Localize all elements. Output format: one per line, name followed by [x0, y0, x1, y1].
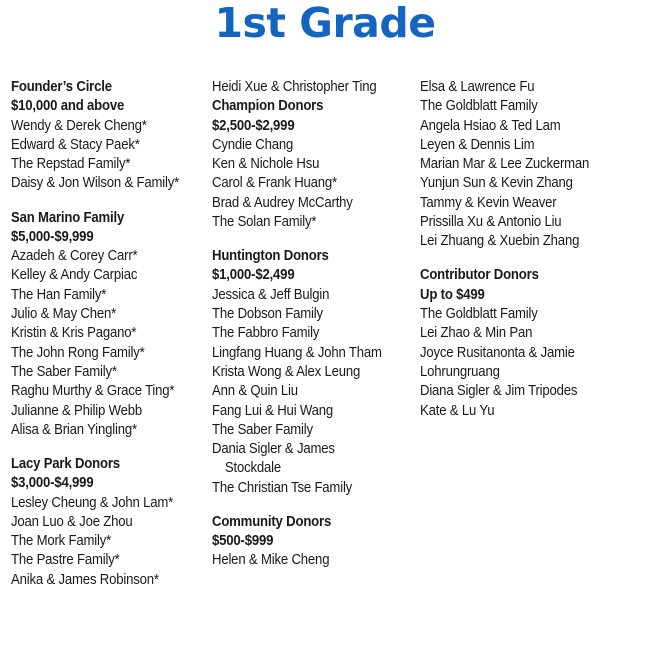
donor-name: Lesley Cheung & John Lam*	[11, 494, 174, 511]
donor-name: Carol & Frank Huang*	[212, 175, 337, 192]
donor-section	[420, 78, 589, 252]
donor-name: Elsa & Lawrence Fu	[420, 79, 535, 95]
donor-section	[212, 513, 382, 571]
donor-section	[212, 78, 382, 97]
donor-name: Lei Zhuang & Xuebin Zhang	[420, 233, 580, 250]
donor-name: The Goldblatt Family	[420, 306, 538, 323]
donor-name: Alisa & Brian Yingling*	[11, 421, 137, 438]
donor-name: The Repstad Family*	[11, 156, 131, 173]
donor-name: Julianne & Philip Webb	[11, 402, 142, 419]
donor-name: Prissilla Xu & Antonio Liu	[420, 214, 562, 231]
donor-name: The Goldblatt Family	[420, 98, 538, 115]
section-heading: Community Donors	[212, 513, 332, 530]
section-range: $5,000-$9,999	[11, 228, 94, 245]
donor-section	[212, 97, 382, 232]
donor-column-2	[212, 78, 382, 586]
donor-name: The Solan Family*	[212, 214, 317, 231]
donor-name: The Pastre Family*	[11, 552, 120, 569]
donor-name: Brad & Audrey McCarthy	[212, 194, 353, 211]
donor-name: The John Rong Family*	[11, 344, 145, 361]
donor-name: The Dobson Family	[212, 306, 323, 323]
section-range: $500-$999	[212, 533, 274, 550]
section-range: Up to $499	[420, 286, 485, 303]
donor-name: Kristin & Kris Pagano*	[11, 325, 137, 342]
section-heading: Huntington Donors	[212, 248, 329, 265]
donor-name: Fang Lui & Hui Wang	[212, 402, 334, 419]
donor-name: Angela Hsiao & Ted Lam	[420, 117, 561, 134]
donor-name: Daisy & Jon Wilson & Family*	[11, 175, 180, 192]
donor-name: Anika & James Robinson*	[11, 571, 159, 588]
section-heading: Contributor Donors	[420, 267, 539, 284]
donor-name: The Mork Family*	[11, 533, 112, 550]
section-heading: Founder’s Circle	[11, 79, 112, 95]
donor-name: Yunjun Sun & Kevin Zhang	[420, 175, 573, 192]
donor-name: Edward & Stacy Paek*	[11, 136, 140, 153]
donor-name: Diana Sigler & Jim Tripodes	[420, 383, 578, 400]
donor-column-3	[420, 78, 589, 436]
donor-name: Wendy & Derek Cheng*	[11, 117, 147, 134]
donor-name: Helen & Mike Cheng	[212, 552, 330, 569]
donor-section	[11, 455, 179, 590]
donor-name: The Han Family*	[11, 286, 107, 303]
donor-name: The Christian Tse Family	[212, 479, 353, 496]
donor-name: Raghu Murthy & Grace Ting*	[11, 383, 175, 400]
donor-column-1	[11, 78, 179, 605]
donor-section	[11, 209, 179, 441]
donor-name: Kelley & Andy Carpiac	[11, 267, 138, 284]
donor-name: The Saber Family	[212, 421, 313, 438]
donor-name: Heidi Xue & Christopher Ting	[212, 79, 377, 95]
donor-name: Joyce Rusitanonta & Jamie	[420, 344, 575, 361]
donor-name: Joan Luo & Joe Zhou	[11, 513, 133, 530]
section-range: $2,500-$2,999	[212, 117, 295, 134]
section-heading: San Marino Family	[11, 209, 125, 226]
donor-name: Azadeh & Corey Carr*	[11, 248, 138, 265]
donor-name: Dania Sigler & James	[212, 441, 335, 458]
donor-name: Lei Zhao & Min Pan	[420, 325, 533, 342]
donor-name: Lingfang Huang & John Tham	[212, 344, 382, 361]
donor-name: Ann & Quin Liu	[212, 383, 298, 400]
donor-name: Leyen & Dennis Lim	[420, 136, 535, 153]
donor-name: Julio & May Chen*	[11, 306, 117, 323]
donor-name: The Fabbro Family	[212, 325, 320, 342]
section-range: $1,000-$2,499	[212, 267, 295, 284]
donor-name: Lohrungruang	[420, 363, 500, 380]
donor-name: Marian Mar & Lee Zuckerman	[420, 156, 590, 173]
section-range: $3,000-$4,999	[11, 475, 94, 492]
donor-name: Cyndie Chang	[212, 136, 294, 153]
donor-section	[420, 266, 589, 420]
page-title: 1st Grade	[214, 0, 436, 47]
section-heading: Champion Donors	[212, 98, 324, 115]
donor-name: Krista Wong & Alex Leung	[212, 363, 361, 380]
donor-section	[212, 247, 382, 498]
donor-name: The Saber Family*	[11, 363, 117, 380]
donor-name: Tammy & Kevin Weaver	[420, 194, 557, 211]
donor-name: Kate & Lu Yu	[420, 402, 495, 419]
section-range: $10,000 and above	[11, 98, 125, 115]
section-heading: Lacy Park Donors	[11, 455, 120, 472]
donor-section	[11, 78, 179, 194]
donor-name: Ken & Nichole Hsu	[212, 156, 320, 173]
donor-name: Stockdale	[224, 460, 281, 477]
donor-name: Jessica & Jeff Bulgin	[212, 286, 330, 303]
